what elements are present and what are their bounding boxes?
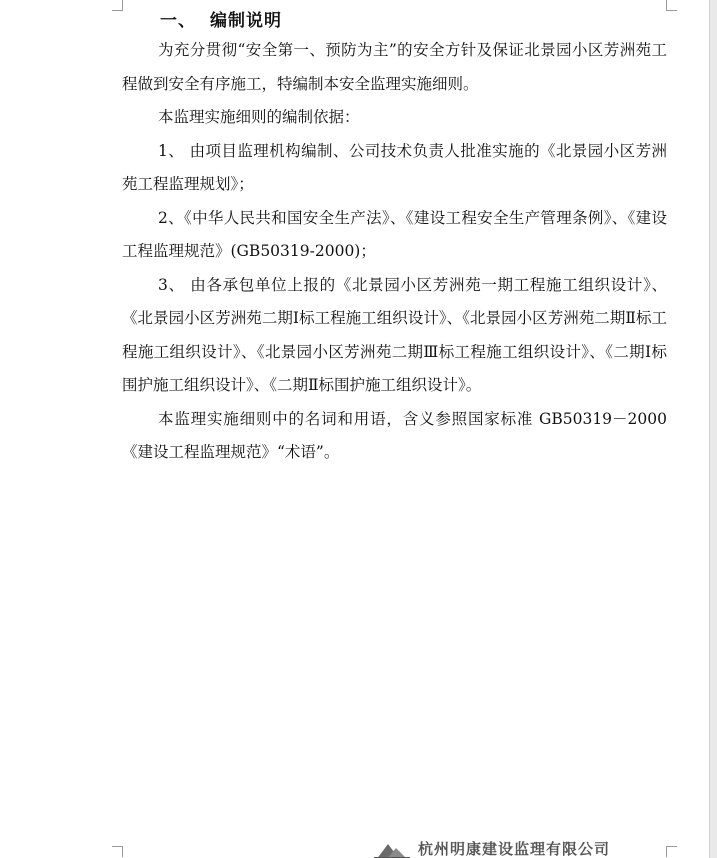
crop-mark-top-right	[666, 0, 677, 11]
paragraph-basis-1: 1、 由项目监理机构编制、公司技术负责人批准实施的《北景园小区芳洲苑工程监理规划》；	[122, 141, 667, 193]
paragraph-basis-3: 3、 由各承包单位上报的《北景园小区芳洲苑一期工程施工组织设计》、《北景园小区芳洲苑二期Ⅰ标工程施工组织设计》、《北景园小区芳洲苑二期Ⅱ标工程施工组织设计》、《北景园小区芳洲苑二期Ⅲ标工程施工组织设计》、《二期Ⅰ标围护施工组织设计》、《二期Ⅱ标围护施工组织设计》。	[122, 275, 667, 394]
company-logo-icon	[374, 840, 410, 858]
section-title: 编制说明	[210, 11, 282, 31]
crop-mark-top-left	[112, 0, 123, 11]
crop-mark-bottom-left	[112, 846, 123, 857]
paragraph-basis-2: 2、《中华人民共和国安全生产法》、《建设工程安全生产管理条例》、《建设工程监理规范》(GB50319-2000)；	[122, 208, 667, 260]
page-footer	[374, 834, 674, 858]
section-heading	[160, 6, 282, 31]
paragraph-purpose: 为充分贯彻“安全第一、预防为主”的安全方针及保证北景园小区芳洲苑工程做到安全有序施工，特编制本安全监理实施细则。	[122, 41, 667, 93]
paragraph-terms: 本监理实施细则中的名词和用语，含义参照国家标准 GB50319－2000《建设工程监理规范》“术语”。	[122, 409, 667, 461]
section-number: 一、	[160, 11, 196, 31]
footer-company-name: 杭州明康建设监理有限公司	[418, 840, 611, 858]
document-body	[122, 34, 667, 470]
paragraph-basis-intro: 本监理实施细则的编制依据：	[158, 108, 360, 126]
